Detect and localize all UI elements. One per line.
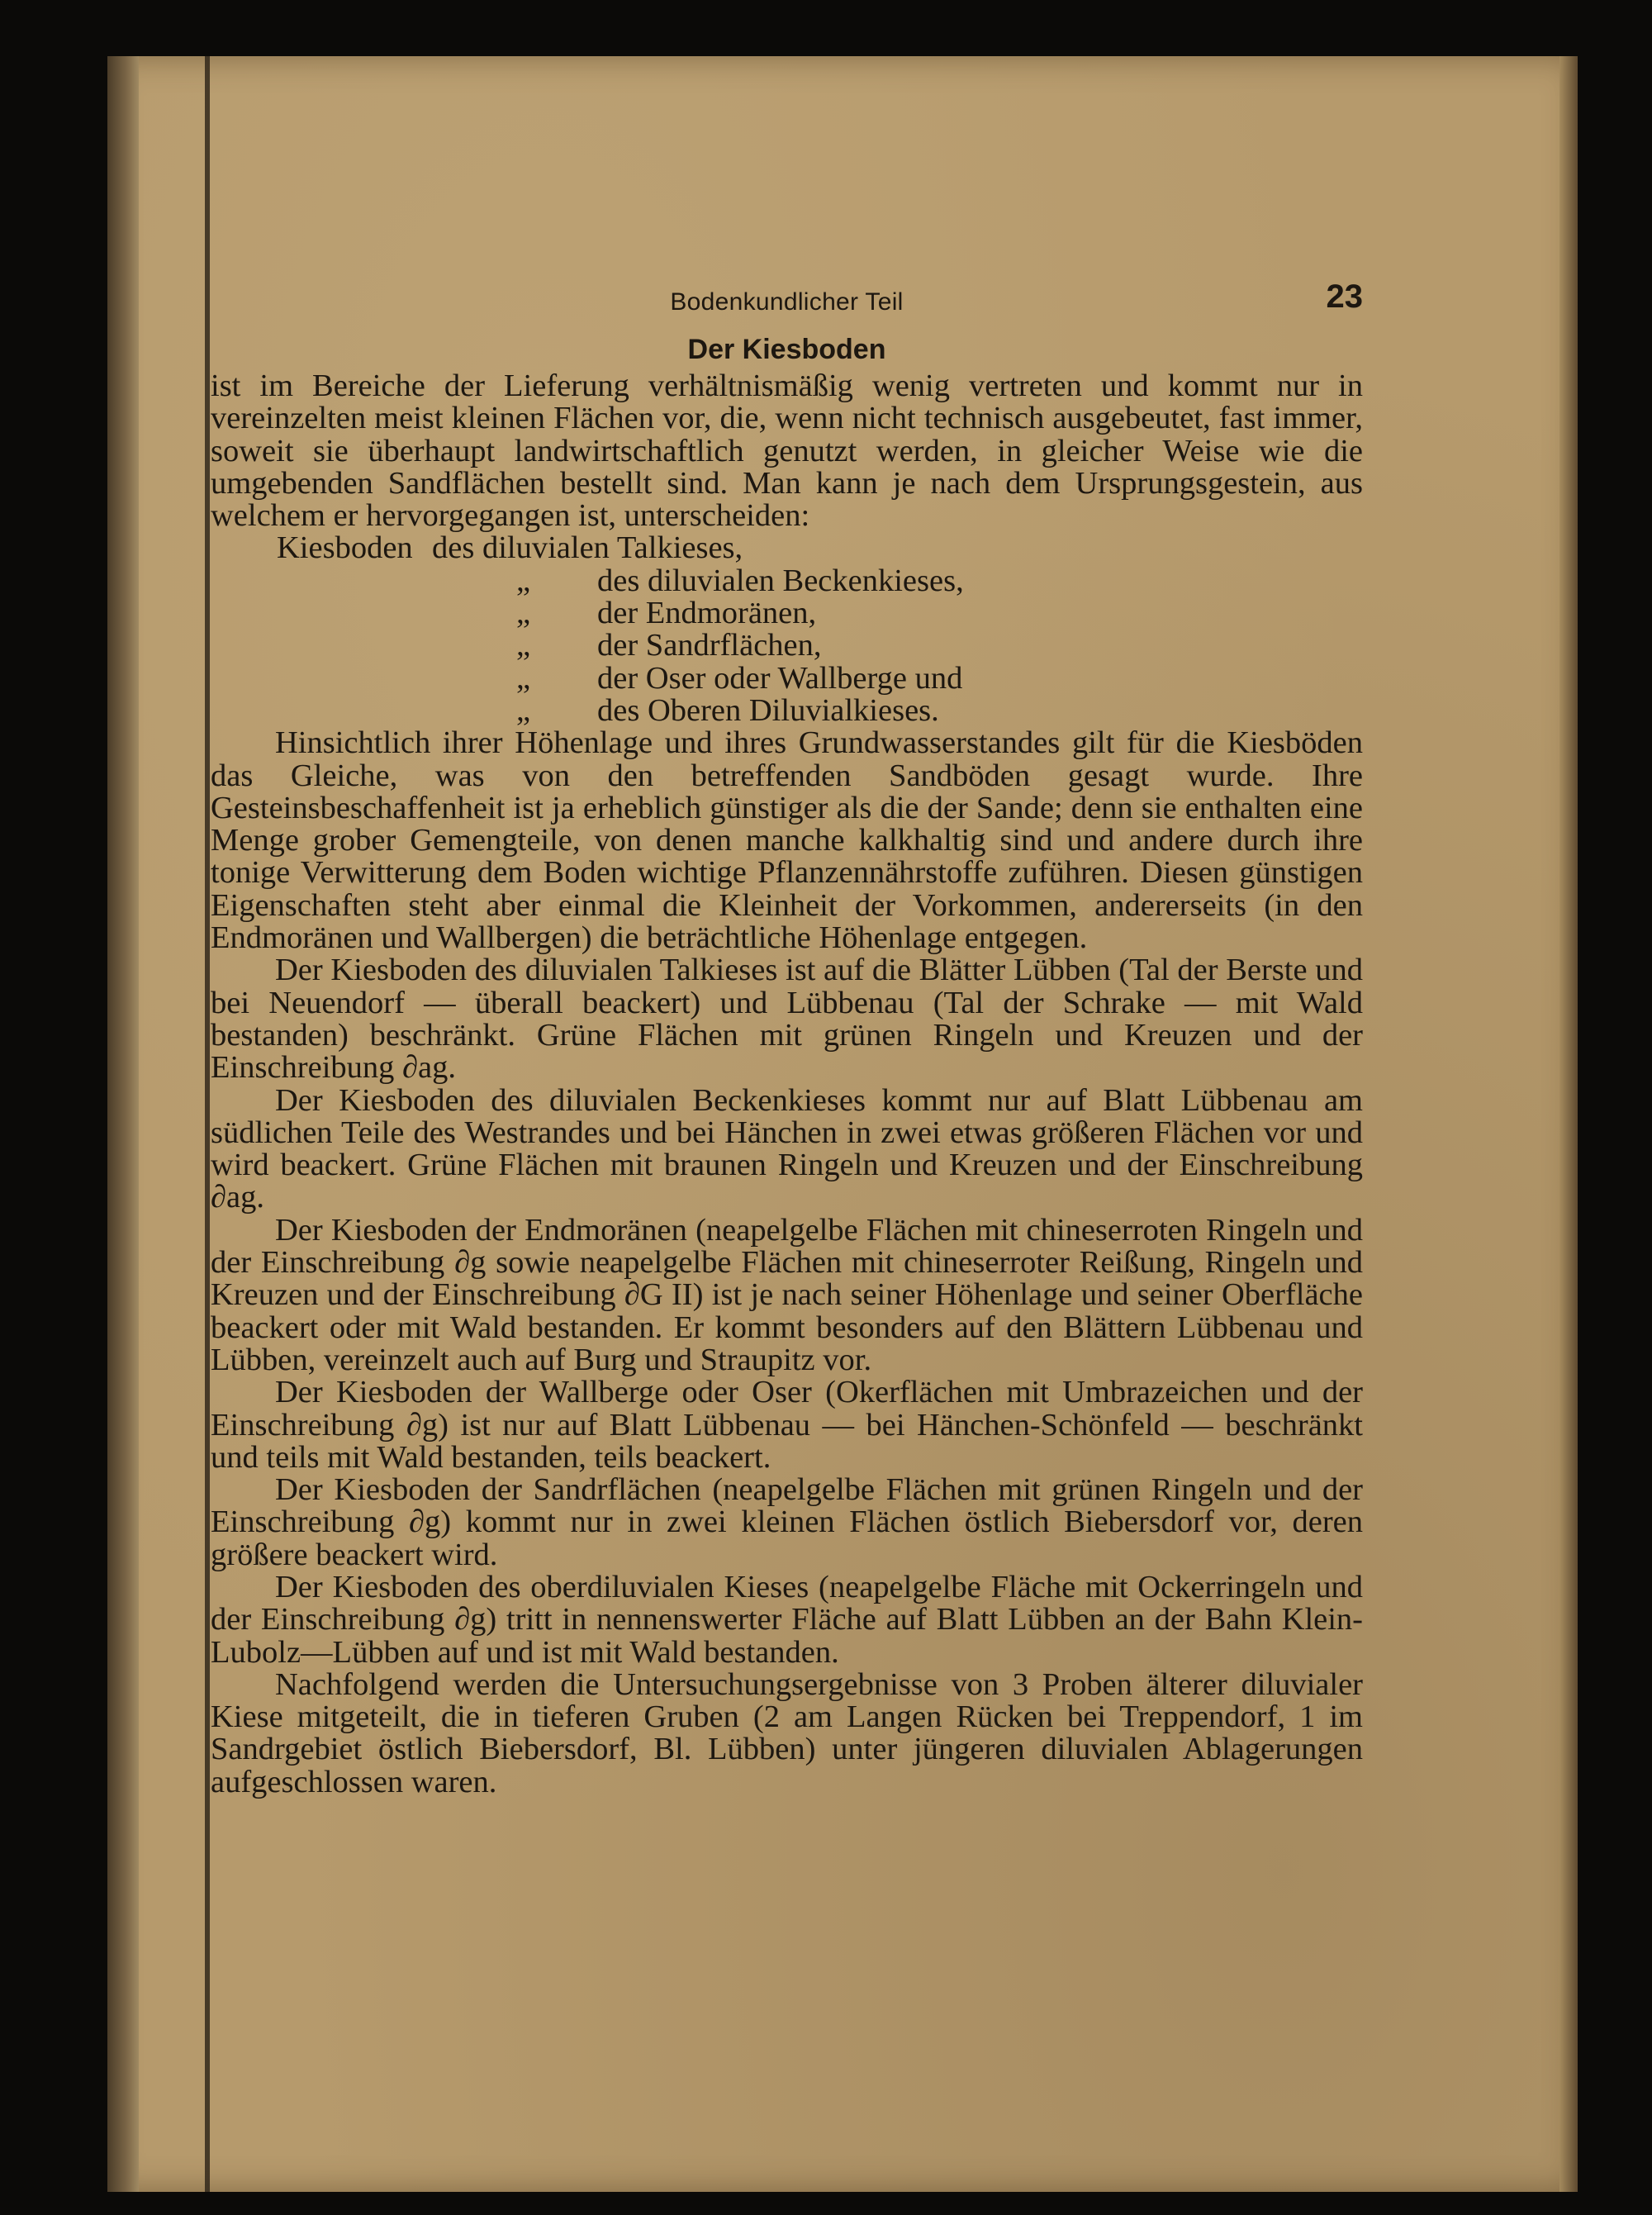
paragraph-wallberge: Der Kiesboden der Wallberge oder Oser (Okerflächen mit Umbrazeichen und der Einschreibung ∂g) ist nur auf Blatt Lübbenau — bei Hänchen-Schönfeld — beschränkt und teils mit Wald bestanden, teils beackert. xyxy=(211,1375,1363,1475)
ditto-mark: „ xyxy=(516,628,531,663)
soil-type-list xyxy=(211,532,1363,727)
page-text-block xyxy=(211,278,1363,1799)
ditto-mark: „ xyxy=(516,660,531,696)
list-item xyxy=(211,597,1363,630)
paragraph-proben: Nachfolgend werden die Untersuchungsergebnisse von 3 Proben älterer diluvialer Kiese mitgeteilt, die in tieferen Gruben (2 am Langen Rücken bei Treppendorf, 1 im Sandrgebiet östlich Biebersdorf, Bl. Lübben) unter jüngeren diluvialen Ablagerungen aufgeschlossen waren. xyxy=(211,1666,1363,1799)
binding-edge xyxy=(205,56,210,2192)
list-item xyxy=(211,692,1363,728)
page-number: 23 xyxy=(1326,278,1363,315)
list-item-text: der Oser oder Wallberge und xyxy=(597,660,963,696)
page-gutter-shadow xyxy=(107,56,139,2192)
list-item xyxy=(211,565,1363,597)
list-item xyxy=(211,532,1363,564)
paragraph-altitude: Hinsichtlich ihrer Höhenlage und ihres Grundwasserstandes gilt für die Kiesböden das Gleiche, was von den betreffenden Sandböden gesagt wurde. Ihre Gesteinsbeschaffenheit ist ja erheblich günstiger als die der Sande; denn sie enthalten eine Menge grober Gemengteile, von denen manche kalkhaltig sind und andere durch ihre tonige Verwitterung dem Boden wichtige Pflanzennährstoffe zuführen. Diesen günstigen Eigenschaften steht aber einmal die Kleinheit der Vorkommen, andererseits (in den Endmoränen und Wallbergen) die beträchtliche Höhenlage entgegen. xyxy=(211,725,1363,956)
paragraph-endmoraenen: Der Kiesboden der Endmoränen (neapelgelbe Flächen mit chineserroten Ringeln und der Einschreibung ∂g sowie neapelgelbe Flächen mit chineserroter Reißung, Ringeln und Kreuzen und der Einschreibung ∂G II) ist je nach seiner Höhenlage und seiner Oberfläche beackert oder mit Wald bestanden. Er kommt besonders auf den Blättern Lübbenau und Lübben, vereinzelt auch auf Burg und Straupitz vor. xyxy=(211,1212,1363,1377)
section-title: Der Kiesboden xyxy=(687,334,886,365)
running-head xyxy=(211,278,1363,330)
running-title: Bodenkundlicher Teil xyxy=(670,288,904,316)
list-item-text: des Oberen Diluvialkieses. xyxy=(597,692,939,728)
paragraph-oberdiluvial: Der Kiesboden des oberdiluvialen Kieses (neapelgelbe Fläche mit Ockerringeln und der Einschreibung ∂g) tritt in nennenswerter Fläche auf Blatt Lübben an der Bahn Klein-Lubolz—Lübben auf und ist mit Wald bestanden. xyxy=(211,1569,1363,1670)
ditto-mark: „ xyxy=(516,692,531,728)
intro-paragraph: ist im Bereiche der Lieferung verhältnismäßig wenig vertreten und kommt nur in vereinzelten meist kleinen Flächen vor, die, wenn nicht technisch ausgebeutet, fast immer, soweit sie überhaupt landwirtschaftlich genutzt werden, in gleicher Weise wie die umgebenden Sandflächen bestellt sind. Man kann je nach dem Ursprungsgestein, aus welchem er hervorgegangen ist, unterscheiden: xyxy=(211,368,1363,534)
list-item-text: des diluvialen Beckenkieses, xyxy=(597,563,964,598)
page-right-edge xyxy=(1559,56,1578,2192)
ditto-mark: „ xyxy=(516,563,531,598)
list-item xyxy=(211,660,1363,696)
list-item-text: der Endmoränen, xyxy=(597,596,817,631)
paragraph-sandrflaechen: Der Kiesboden der Sandrflächen (neapelgelbe Flächen mit grünen Ringeln und der Einschreibung ∂g) kommt nur in zwei kleinen Flächen östlich Biebersdorf vor, deren größere beackert wird. xyxy=(211,1472,1363,1572)
list-item-text: des diluvialen Talkieses, xyxy=(432,530,743,566)
list-item-text: der Sandrflächen, xyxy=(597,628,822,663)
ditto-mark: „ xyxy=(516,596,531,631)
list-lead-word: Kiesboden xyxy=(277,530,413,566)
list-item xyxy=(211,630,1363,662)
paragraph-beckenkies: Der Kiesboden des diluvialen Beckenkieses kommt nur auf Blatt Lübbenau am südlichen Teile des Westrandes und bei Hänchen in zwei etwas größeren Flächen vor und wird beackert. Grüne Flächen mit braunen Ringeln und Kreuzen und der Einschreibung ∂ag. xyxy=(211,1082,1363,1215)
paragraph-talkies: Der Kiesboden des diluvialen Talkieses ist auf die Blätter Lübben (Tal der Berste und bei Neuendorf — überall beackert) und Lübbenau (Tal der Schrake — mit Wald bestanden) beschränkt. Grüne Flächen mit grünen Ringeln und Kreuzen und der Einschreibung ∂ag. xyxy=(211,953,1363,1086)
